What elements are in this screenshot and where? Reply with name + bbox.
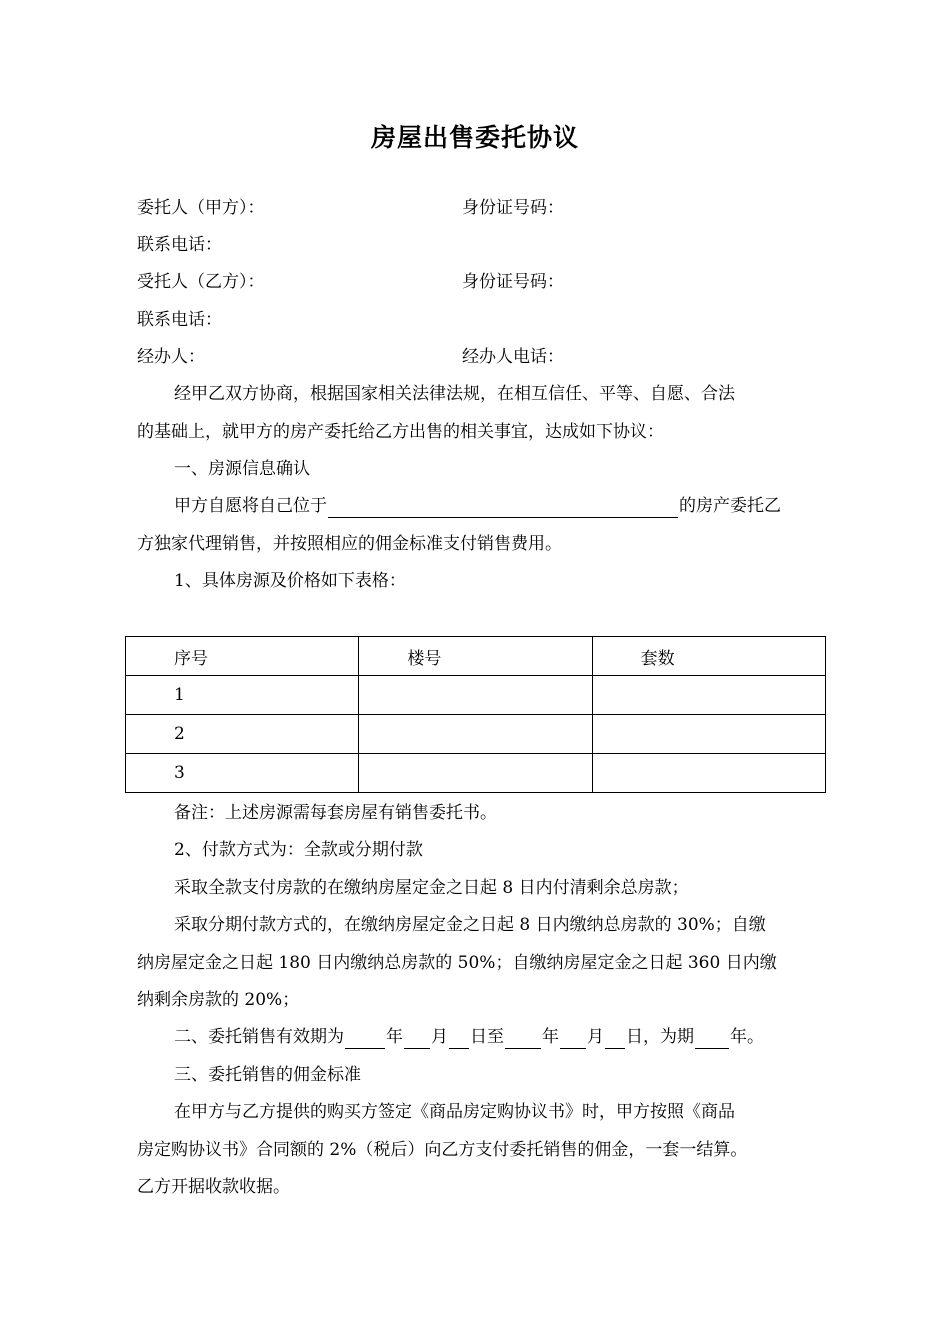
table-row [126, 715, 826, 754]
year-blank [505, 1028, 541, 1049]
section3-heading: 三、委托销售的佣金标准 [174, 1065, 361, 1085]
duration-blank [695, 1028, 729, 1049]
day-blank [605, 1028, 625, 1049]
table-cell: 3 [126, 754, 359, 793]
month-label: 月 [587, 1027, 604, 1047]
table-remark: 备注：上述房源需每套房屋有销售委托书。 [174, 803, 497, 823]
table-cell: 2 [126, 715, 359, 754]
installment-line-2: 纳房屋定金之日起 180 日内缴纳总房款的 50%；自缴纳房屋定金之日起 360 日内缴 [137, 953, 777, 973]
house-table [125, 636, 826, 793]
document-title: 房屋出售委托协议 [370, 123, 579, 152]
year-label: 年 [386, 1027, 403, 1047]
commission-line-1: 在甲方与乙方提供的购买方签定《商品房定购协议书》时，甲方按照《商品 [174, 1102, 735, 1122]
table-cell [592, 676, 825, 715]
payment-method: 2、付款方式为：全款或分期付款 [174, 840, 423, 860]
duration-suffix: 年。 [730, 1027, 764, 1047]
handler-phone-label: 经办人电话： [462, 347, 564, 367]
table-header-row [126, 637, 826, 676]
full-payment-terms: 采取全款支付房款的在缴纳房屋定金之日起 8 日内付清剩余总房款； [174, 878, 689, 898]
table-row [126, 754, 826, 793]
agent-phone-label: 联系电话： [137, 310, 222, 330]
section1-item-1: 1、具体房源及价格如下表格： [174, 571, 406, 591]
table-cell [592, 715, 825, 754]
section1-heading: 一、房源信息确认 [174, 459, 310, 479]
principal-phone-label: 联系电话： [137, 235, 222, 255]
day-label: 日至 [470, 1027, 504, 1047]
location-suffix: 的房产委托乙 [679, 496, 781, 516]
month-blank [404, 1028, 430, 1049]
table-cell [359, 715, 592, 754]
section1-line-1 [174, 494, 781, 518]
table-cell: 1 [126, 676, 359, 715]
section1-line-2: 方独家代理销售，并按照相应的佣金标准支付销售费用。 [137, 534, 562, 554]
principal-id-label: 身份证号码： [462, 198, 564, 218]
agent-id-label: 身份证号码： [462, 272, 564, 292]
installment-line-1: 采取分期付款方式的，在缴纳房屋定金之日起 8 日内缴纳总房款的 30%；自缴 [174, 915, 766, 935]
table-header-cell: 楼号 [359, 637, 592, 676]
table-cell [359, 754, 592, 793]
table-cell [359, 676, 592, 715]
installment-line-3: 纳剩余房款的 20%； [137, 990, 300, 1010]
location-prefix: 甲方自愿将自己位于 [174, 496, 327, 516]
handler-label: 经办人： [137, 347, 205, 367]
year-label: 年 [542, 1027, 559, 1047]
agent-label: 受托人（乙方）： [137, 272, 265, 292]
commission-line-3: 乙方开据收款收据。 [137, 1177, 290, 1197]
month-label: 月 [431, 1027, 448, 1047]
table-header-cell: 套数 [592, 637, 825, 676]
commission-line-2: 房定购协议书》合同额的 2%（税后）向乙方支付委托销售的佣金，一套一结算。 [137, 1140, 748, 1160]
intro-line-2: 的基础上，就甲方的房产委托给乙方出售的相关事宜，达成如下协议： [137, 422, 664, 442]
day-blank [449, 1028, 469, 1049]
intro-line-1: 经甲乙双方协商，根据国家相关法律法规，在相互信任、平等、自愿、合法 [174, 384, 735, 404]
validity-period [174, 1025, 764, 1049]
location-blank [328, 497, 678, 518]
table-row [126, 676, 826, 715]
principal-label: 委托人（甲方）： [137, 198, 265, 218]
duration-label: 日，为期 [626, 1027, 694, 1047]
month-blank [560, 1028, 586, 1049]
validity-prefix: 二、委托销售有效期为 [174, 1027, 344, 1047]
year-blank [345, 1028, 385, 1049]
table-cell [592, 754, 825, 793]
table-header-cell: 序号 [126, 637, 359, 676]
